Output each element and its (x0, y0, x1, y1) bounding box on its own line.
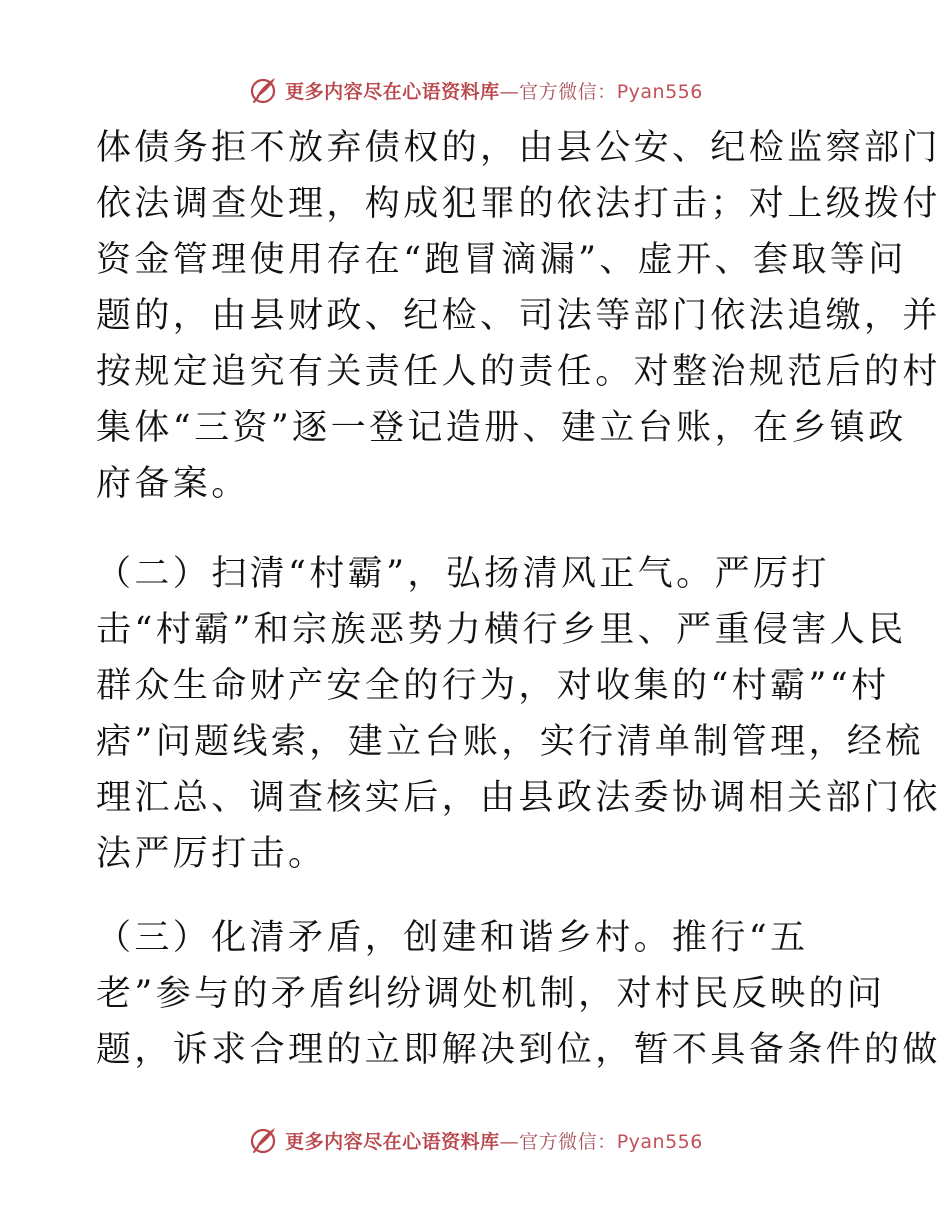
text-line: 法严厉打击。 (96, 834, 327, 874)
watermark-wechat-id: Pyan556 (616, 1130, 703, 1153)
watermark-text (285, 1127, 703, 1154)
text-line: 按规定追究有关责任人的责任。对整治规范后的村 (96, 352, 941, 392)
watermark-wechat-id: Pyan556 (616, 80, 703, 103)
text-line: 群众生命财产安全的行为，对收集的“村霸”“村 (96, 666, 890, 706)
header-watermark (0, 70, 950, 110)
text-line: 集体“三资”逐一登记造册、建立台账，在乡镇政 (96, 408, 907, 448)
watermark-text (285, 77, 703, 104)
text-line: 痞”问题线索，建立台账，实行清单制管理，经梳 (96, 722, 924, 762)
footer-watermark (0, 1120, 950, 1160)
text-line: 题的，由县财政、纪检、司法等部门依法追缴，并 (96, 296, 941, 336)
watermark-site: 更多内容尽在心语资料库 (285, 80, 500, 103)
text-line: 府备案。 (96, 464, 250, 504)
text-line: 理汇总、调查核实后，由县政法委协调相关部门依 (96, 778, 941, 818)
watermark-wechat-label: 官方微信： (519, 80, 617, 103)
watermark-dash: — (499, 1130, 520, 1153)
paragraph-2 (96, 546, 941, 882)
text-line: 击“村霸”和宗族恶势力横行乡里、严重侵害人民 (96, 610, 907, 650)
text-line: 老”参与的矛盾纠纷调处机制，对村民反映的问 (96, 974, 886, 1014)
text-line: 依法调查处理，构成犯罪的依法打击；对上级拨付 (96, 184, 941, 224)
text-line: 资金管理使用存在“跑冒滴漏”、虚开、套取等问 (96, 240, 907, 280)
text-line: 题，诉求合理的立即解决到位，暂不具备条件的做 (96, 1030, 941, 1070)
watermark-site: 更多内容尽在心语资料库 (285, 1130, 500, 1153)
section-heading-line: （三）化清矛盾，创建和谐乡村。推行“五 (96, 918, 809, 958)
feather-logo-icon (247, 74, 279, 106)
watermark-wechat-label: 官方微信： (519, 1130, 617, 1153)
section-heading-line: （二）扫清“村霸”，弘扬清风正气。严厉打 (96, 554, 830, 594)
text-line: 体债务拒不放弃债权的，由县公安、纪检监察部门 (96, 128, 941, 168)
paragraph-3 (96, 910, 941, 1078)
feather-logo-icon (247, 1124, 279, 1156)
watermark-dash: — (499, 80, 520, 103)
paragraph-1 (96, 120, 941, 512)
